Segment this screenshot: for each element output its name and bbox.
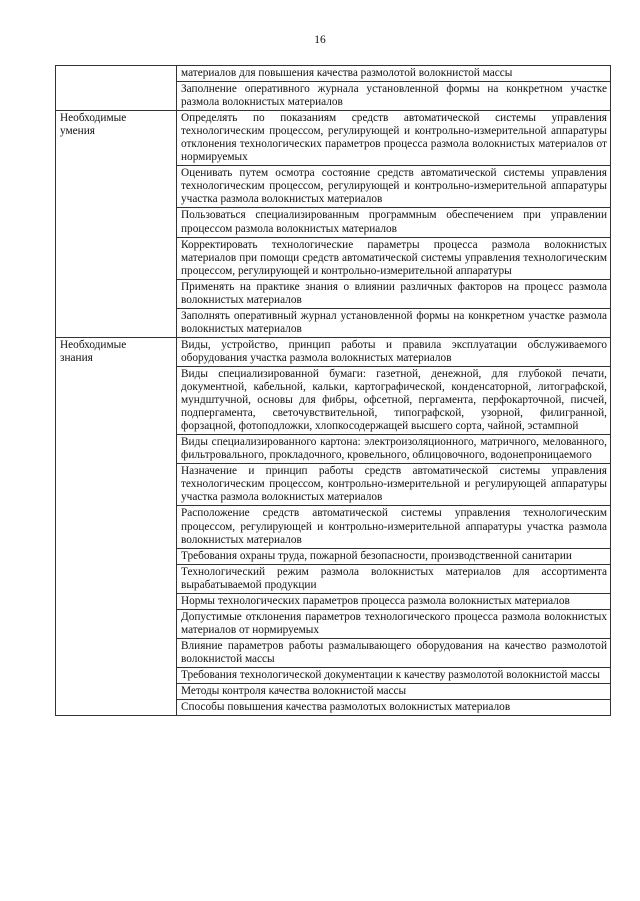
requirements-table (55, 65, 611, 716)
table-row (56, 111, 611, 166)
requirement-item: Виды, устройство, принцип работы и правила эксплуатации обслуживаемого оборудования участка размола волокнистых материалов (177, 337, 611, 366)
requirement-item: Влияние параметров работы размалывающего оборудования на качество размолотой волокнистой массы (177, 638, 611, 667)
requirement-item: Допустимые отклонения параметров технологического процесса размола волокнистых материалов от нормируемых (177, 609, 611, 638)
section-label (56, 66, 177, 111)
section-label-line: знания (60, 351, 93, 364)
section-label-line: умения (60, 125, 95, 138)
section-label-line: Необходимые (60, 338, 127, 351)
requirement-item: Заполнение оперативного журнала установленной формы на конкретном участке размола волокнистых материалов (177, 82, 611, 111)
requirement-item: Оценивать путем осмотра состояние средств автоматической системы управления технологическим процессом, регулирующей и контрольно-измерительной аппаратуры участка размола волокнистых материалов (177, 166, 611, 208)
requirement-item: Применять на практике знания о влиянии различных факторов на процесс размола волокнистых материалов (177, 279, 611, 308)
table-row (56, 337, 611, 366)
requirement-item: Методы контроля качества волокнистой массы (177, 684, 611, 700)
requirement-item: материалов для повышения качества размолотой волокнистой массы (177, 66, 611, 82)
requirement-item: Заполнять оперативный журнал установленной формы на конкретном участке размола волокнистых материалов (177, 308, 611, 337)
requirement-item: Виды специализированной бумаги: газетной, денежной, для глубокой печати, документной, кабельной, кальки, картографической, конденсаторной, литографской, мундштучной, основы для фибры, офсетной, пергамента, перфокарточной, писчей, подпергамента, светочувствительной, типографской, узорной, филигранной, форзацной, фотоподложки, хлопкосодержащей высшего сорта, чайной, эстампной (177, 366, 611, 434)
requirement-item: Расположение средств автоматической системы управления технологическим процессом, регулирующей и контрольно-измерительной аппаратуры участка размола волокнистых материалов (177, 506, 611, 548)
page-number: 16 (314, 34, 326, 46)
requirement-item: Требования технологической документации к качеству размолотой волокнистой массы (177, 667, 611, 683)
requirement-item: Назначение и принцип работы средств автоматической системы управления технологическим процессом, контрольно-измерительной и регулирующей аппаратуры участка размола волокнистых материалов (177, 464, 611, 506)
table-row (56, 66, 611, 82)
section-label (56, 111, 177, 338)
requirement-item: Корректировать технологические параметры процесса размола волокнистых материалов при помощи средств автоматической системы управления технологическим процессом, регулирующей и контрольно-измерительной аппаратуры (177, 237, 611, 279)
requirement-item: Виды специализированного картона: электроизоляционного, матричного, мелованного, фильтровального, прокладочного, кровельного, облицовочного, водонепроницаемого (177, 435, 611, 464)
section-label-line: Необходимые (60, 112, 127, 125)
requirement-item: Технологический режим размола волокнистых материалов для ассортимента вырабатываемой продукции (177, 564, 611, 593)
requirement-item: Пользоваться специализированным программным обеспечением при управлении процессом размола волокнистых материалов (177, 208, 611, 237)
section-label (56, 337, 177, 715)
requirement-item: Требования охраны труда, пожарной безопасности, производственной санитарии (177, 548, 611, 564)
requirement-item: Нормы технологических параметров процесса размола волокнистых материалов (177, 593, 611, 609)
requirement-item: Способы повышения качества размолотых волокнистых материалов (177, 700, 611, 716)
requirement-item: Определять по показаниям средств автоматической системы управления технологическим процессом, регулирующей и контрольно-измерительной аппаратуры отклонения технологических параметров процесса размола волокнистых материалов от нормируемых (177, 111, 611, 166)
